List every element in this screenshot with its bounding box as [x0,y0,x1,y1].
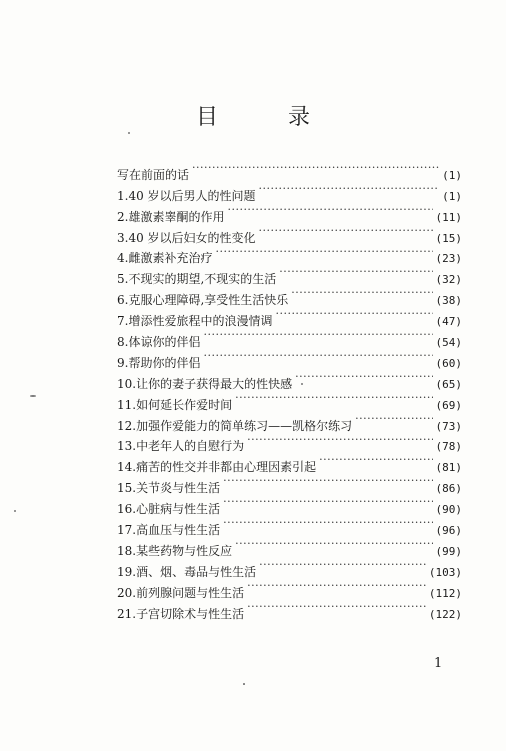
toc-entry-page: (81) [435,461,462,475]
toc-entry-page: (90) [435,503,462,517]
dot-leader [247,430,432,451]
toc-entry-title: 21.子宫切除术与性生活 [117,606,245,621]
toc-entry-title: 2.雄激素睾酮的作用 [117,209,225,224]
toc-entry-page: (15) [435,231,462,245]
page-title [0,100,506,131]
dot-leader [223,492,432,513]
scan-speck [14,510,16,512]
scan-speck [301,383,303,385]
toc-entry-title: 6.克服心理障碍,享受性生活快乐 [117,293,289,308]
dot-leader [247,576,426,597]
toc-entry-title: 20.前列腺问题与性生活 [117,585,245,600]
toc-entry-title: 17.高血压与性生活 [117,523,221,538]
toc-entry-title: 8.体谅你的伴侣 [117,335,201,350]
dot-leader [259,555,426,576]
toc-entry-title: 9.帮助你的伴侣 [117,355,201,370]
toc-entry-page: (47) [435,315,462,329]
dot-leader [259,221,433,242]
toc-entry-page: (99) [435,544,462,558]
toc-entry-page: (38) [435,294,462,308]
toc-entry-title: 12.加强作爱能力的简单练习——凯格尔练习 [117,418,353,433]
dot-leader [279,262,432,283]
toc-entry-title: 写在前面的话 [117,167,190,182]
toc-entry-title: 3.40 岁以后妇女的性变化 [117,230,256,245]
toc-entry-page: (11) [435,210,462,224]
toc-entry-page: (103) [428,565,462,579]
scan-speck [243,683,245,685]
dot-leader [291,283,432,304]
toc-entry-page: (73) [435,419,462,433]
toc-entry-title: 11.如何延长作爱时间 [117,397,233,412]
toc-entry-page: (96) [435,524,462,538]
toc-entry-page: (65) [435,377,462,391]
toc-entry-title: 16.心脏病与性生活 [117,502,221,517]
toc-list [117,158,462,621]
dot-leader [223,513,432,534]
dot-leader [192,158,439,179]
page-number: 1 [434,656,443,671]
dot-leader [295,367,432,388]
toc-entry-page: (1) [442,168,462,182]
dot-leader [223,471,432,492]
toc-entry-page: (78) [435,440,462,454]
title-char-right: 录 [288,105,311,130]
dot-leader [275,304,432,325]
dot-leader [203,346,432,367]
dot-leader [259,179,440,200]
dot-leader [227,200,432,221]
toc-entry-page: (60) [435,356,462,370]
toc-entry-page: (112) [428,586,462,600]
toc-entry-title: 14.痛苦的性交并非都由心理因素引起 [117,460,317,475]
toc-entry-page: (1) [442,189,462,203]
dot-leader [203,325,432,346]
toc-entry-title: 15.关节炎与性生活 [117,481,221,496]
toc-entry-page: (23) [435,252,462,266]
toc-entry-title: 5.不现实的期望,不现实的生活 [117,272,277,287]
dot-leader [247,597,426,618]
toc-entry-page: (32) [435,273,462,287]
toc-entry [117,158,462,182]
dot-leader [319,450,432,471]
toc-entry-title: 4.雌激素补充治疗 [117,251,213,266]
toc-entry-title: 13.中老年人的自慰行为 [117,439,245,454]
dot-leader [235,534,432,555]
dot-leader [235,388,432,409]
title-char-left: 目 [195,105,218,130]
toc-entry-title: 19.酒、烟、毒品与性生活 [117,564,257,579]
scan-speck [30,395,36,397]
scan-speck [128,132,130,134]
toc-entry-title: 7.增添性爱旅程中的浪漫情调 [117,314,273,329]
toc-entry-page: (54) [435,336,462,350]
toc-entry-title: 10.让你的妻子获得最大的性快感 [117,376,293,391]
toc-entry-page: (122) [428,607,462,621]
toc-entry-page: (86) [435,482,462,496]
dot-leader [355,409,432,430]
toc-entry-title: 1.40 岁以后男人的性问题 [117,188,256,203]
toc-entry-title: 18.某些药物与性反应 [117,543,233,558]
toc-entry-page: (69) [435,398,462,412]
dot-leader [215,242,432,263]
